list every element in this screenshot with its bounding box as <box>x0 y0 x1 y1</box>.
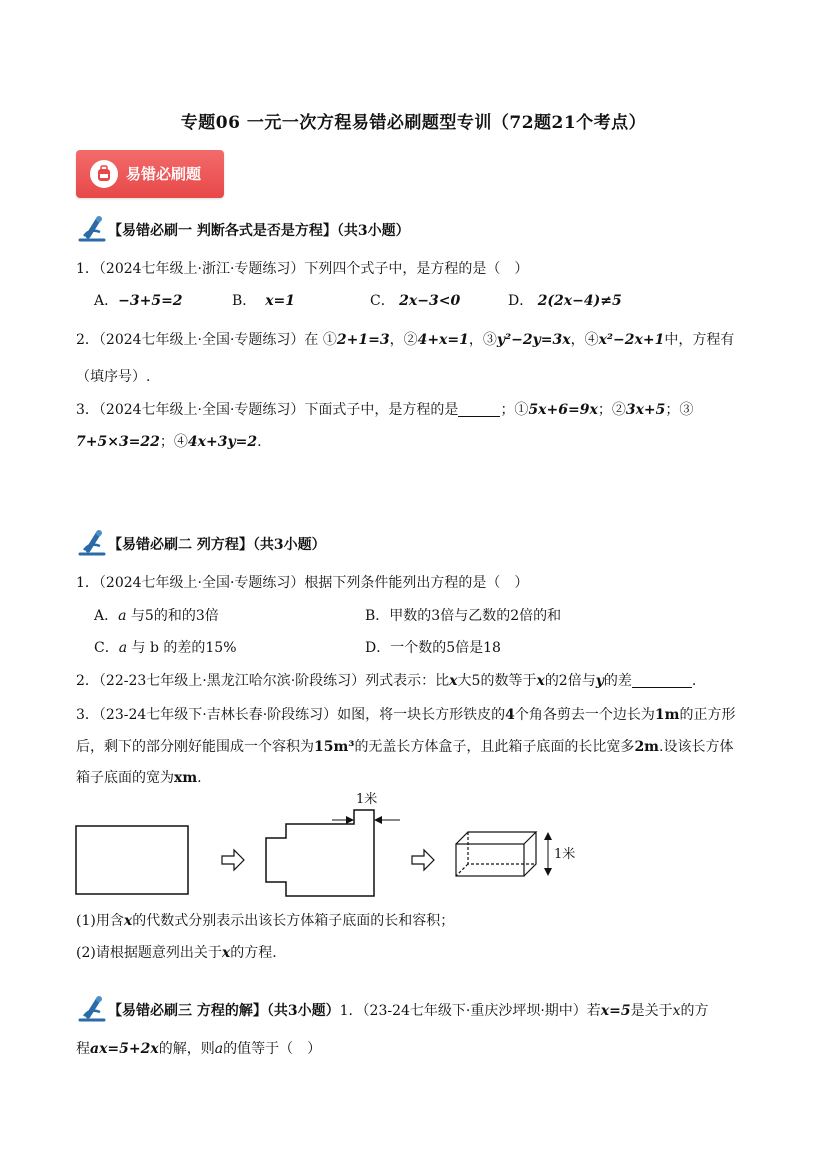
microscope-icon <box>76 528 108 556</box>
box-folding-figure <box>70 790 710 900</box>
height-label: 1米 <box>554 847 576 862</box>
s3-q1-line2: 程ax=5+2x的解，则a的值等于（ ） <box>76 1041 322 1057</box>
s1-q3-line1: 3．（2024七年级上·全国·专题练习）下面式子中，是方程的是 ；①5x+6=9x；②3x+5；③ <box>76 402 694 418</box>
cut-size-label: 1米 <box>356 792 378 807</box>
s2-q3-line3: 箱子底面的宽为xm. <box>76 770 202 786</box>
s2-q3-line2: 后，剩下的部分刚好能围成一个容积为15m³的无盖长方体盒子，且此箱子底面的长比宽多2m.设该长方体 <box>76 739 734 755</box>
s1-q2-line1: 2．（2024七年级上·全国·专题练习）在 ①2+1=3，②4+x=1，③y²−2y=3x，④x²−2x+1中，方程有 <box>76 332 735 348</box>
backpack-icon <box>90 160 118 188</box>
s2-q1-option-c: C．a 与 b 的差的15% <box>94 640 237 656</box>
s1-q1-option-a: A．−3+5=2 <box>94 293 183 309</box>
banner-label: 易错必刷题 <box>126 165 202 183</box>
section-title-3: 【易错必刷三 方程的解】（共3小题） <box>108 1003 340 1019</box>
s1-q1-stem: 1．（2024七年级上·浙江·专题练习）下列四个式子中，是方程的是（ ） <box>76 261 529 277</box>
section-banner <box>76 150 224 198</box>
s2-q1-option-a: A．a 与5的和的3倍 <box>94 608 219 624</box>
section-title-2: 【易错必刷二 列方程】（共3小题） <box>108 537 326 553</box>
s1-q1-option-c: C． 2x−3<0 <box>370 293 461 309</box>
open-box <box>456 832 536 876</box>
s2-q1-stem: 1．（2024七年级上·全国·专题练习）根据下列条件能列出方程的是（ ） <box>76 575 529 591</box>
s2-q3-line1: 3．（23-24七年级下·吉林长春·阶段练习）如图，将一块长方形铁皮的4个角各剪去一个边长为1m的正方形 <box>76 707 736 723</box>
s3-q1-line1: 1．（23-24七年级下·重庆沙坪坝·期中）若x=5是关于x的方 <box>339 1003 709 1019</box>
s2-q3-sub2: (2)请根据题意列出关于x的方程. <box>76 945 277 961</box>
s2-q1-option-b: B．甲数的3倍与乙数的2倍的和 <box>365 608 562 624</box>
s1-q2-line2: （填序号）. <box>76 369 151 385</box>
s1-q1-option-d: D． 2(2x−4)≠5 <box>508 293 622 309</box>
s1-q1-option-b: B． x=1 <box>232 293 296 309</box>
sheet-rectangle <box>76 826 188 894</box>
arrow-right-icon <box>222 850 244 870</box>
page-title: 专题06 一元一次方程易错必刷题型专训（72题21个考点） <box>180 113 647 133</box>
s2-q1-option-d: D．一个数的5倍是18 <box>365 640 501 656</box>
cut-sheet-shape <box>266 810 374 896</box>
s2-q3-sub1: (1)用含x的代数式分别表示出该长方体箱子底面的长和容积； <box>76 913 455 929</box>
arrow-right-icon <box>412 850 434 870</box>
s2-q2: 2．（22-23七年级上·黑龙江哈尔滨·阶段练习）列式表示：比x大5的数等于x的2倍与y的差 . <box>76 673 697 689</box>
section-title-1: 【易错必刷一 判断各式是否是方程】（共3小题） <box>108 223 410 239</box>
microscope-icon <box>76 994 108 1022</box>
microscope-icon <box>76 214 108 242</box>
s1-q3-line2: 7+5×3=22；④4x+3y=2. <box>76 434 262 450</box>
